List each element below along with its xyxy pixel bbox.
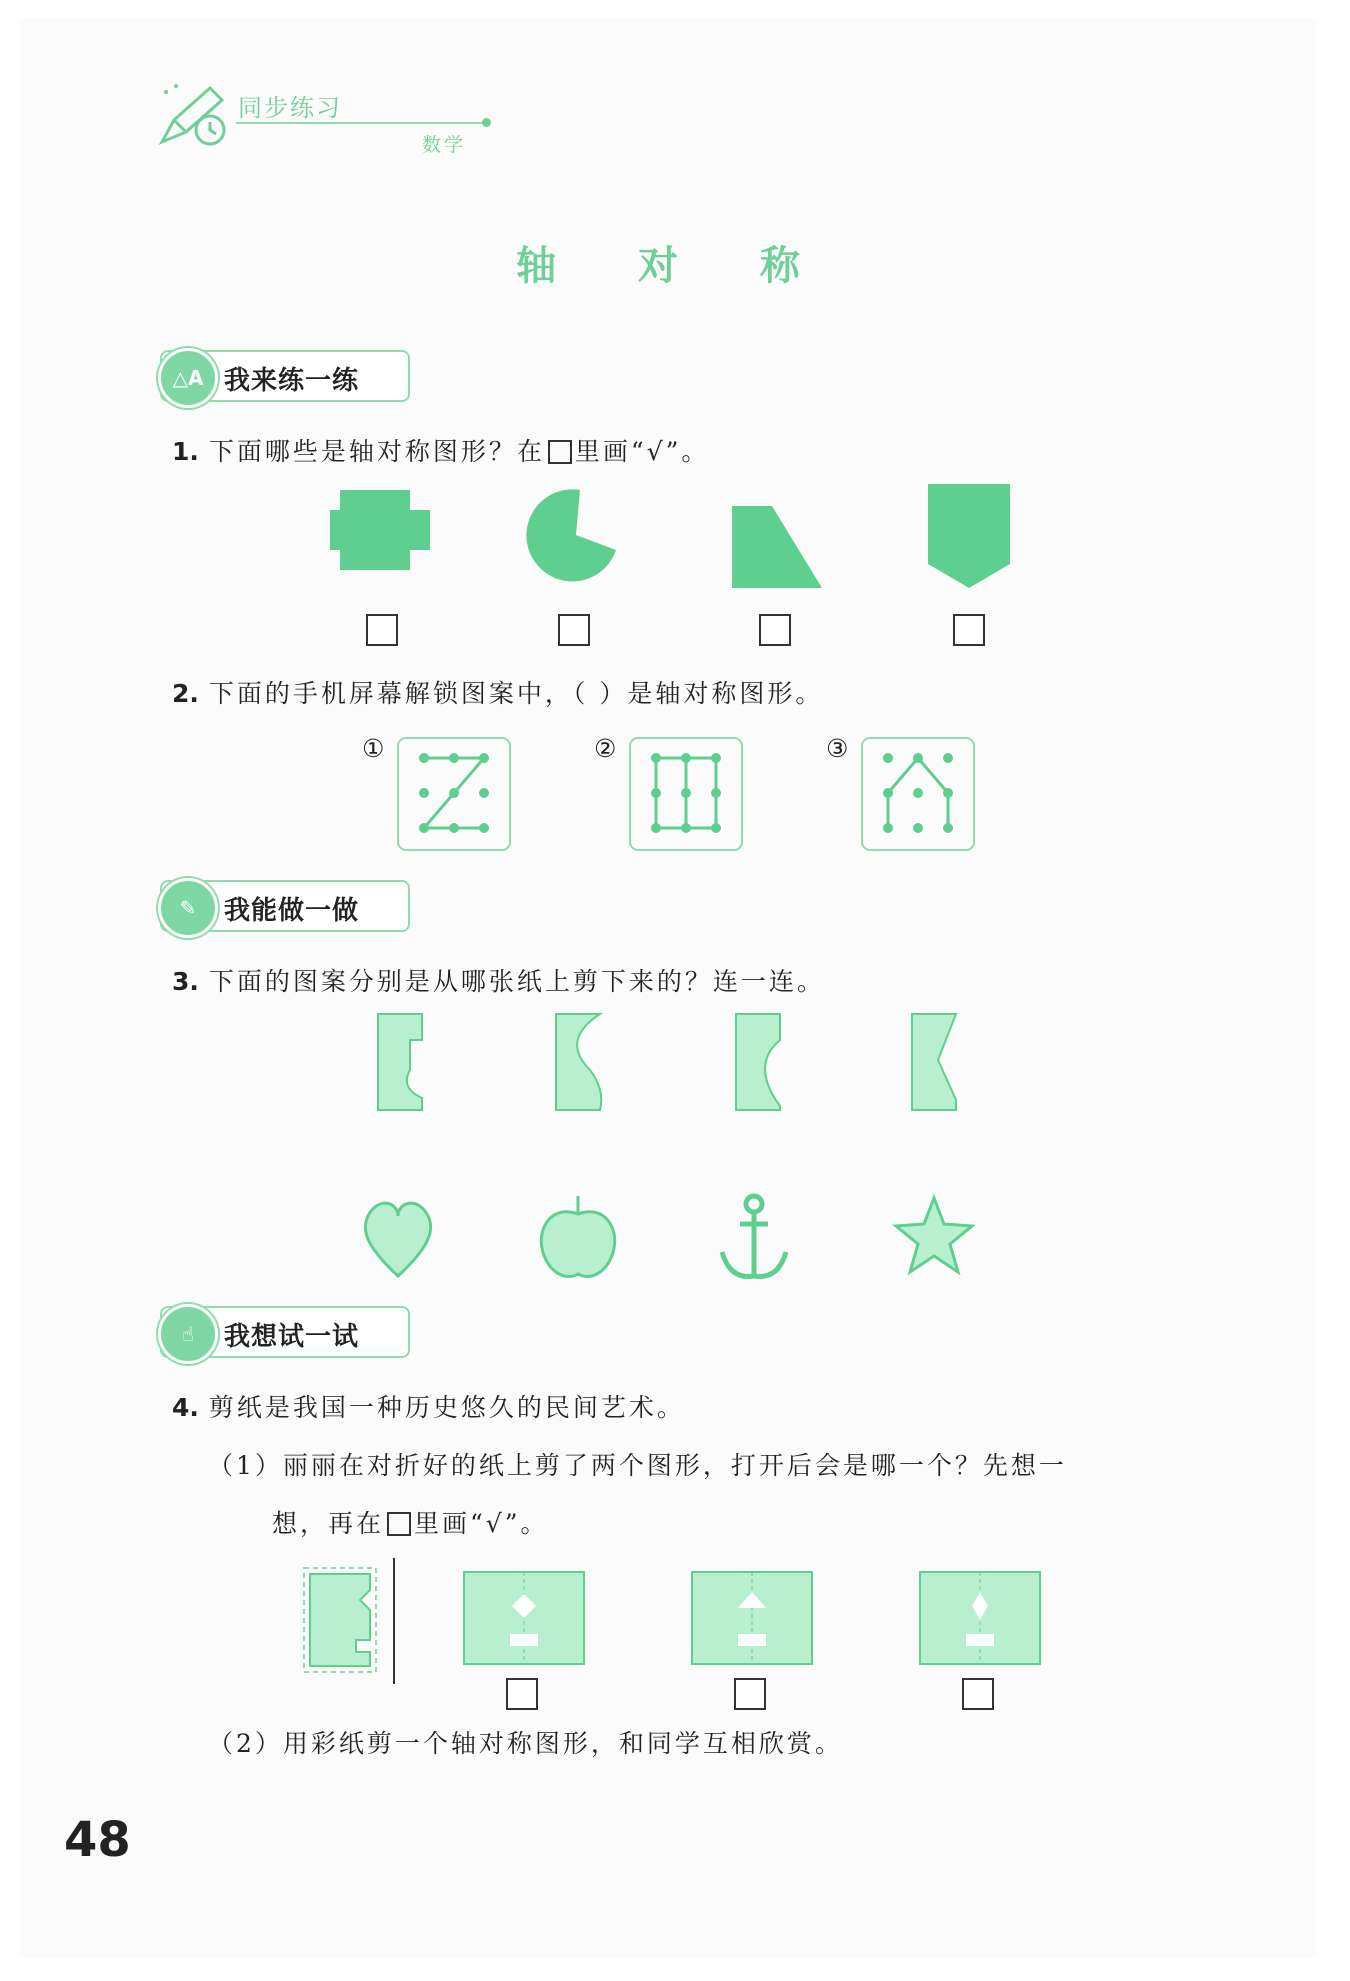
question-4-part-2: （2）用彩纸剪一个轴对称图形，和同学互相欣赏。 — [208, 1729, 843, 1758]
question-4-part-1-cont — [272, 1504, 549, 1540]
option-label-1: ① — [362, 734, 388, 763]
question-1 — [172, 432, 709, 468]
question-text: 下面的图案分别是从哪张纸上剪下来的？连一连。 — [208, 967, 825, 996]
question-number: 3. — [172, 967, 199, 996]
section-tag-try — [160, 1306, 410, 1358]
option-c-paper — [920, 1572, 1040, 1664]
header-dot — [482, 118, 491, 127]
question-text: 下面的手机屏幕解锁图案中，（ ）是轴对称图形。 — [208, 679, 824, 708]
cross-shape — [330, 490, 430, 570]
question-text: 想，再在 — [272, 1509, 385, 1538]
checkbox-q4-a[interactable] — [506, 1678, 538, 1710]
heart-pattern — [365, 1203, 430, 1276]
question-number: 1. — [172, 437, 199, 466]
section-label: 我想试一试 — [224, 1322, 360, 1352]
paper-star-half — [912, 1014, 956, 1110]
star-pattern — [896, 1198, 972, 1272]
paper-anchor-half — [378, 1014, 422, 1110]
checkbox-q1-b[interactable] — [558, 614, 590, 646]
hand-icon: ☝ — [158, 1304, 218, 1364]
section-label: 我能做一做 — [224, 896, 360, 926]
unlock-patterns — [396, 736, 996, 856]
question-text: 里画“√”。 — [574, 437, 710, 466]
header-series: 同步练习 — [238, 94, 342, 122]
checkbox-q1-c[interactable] — [759, 614, 791, 646]
question-number: 2. — [172, 679, 199, 708]
checkbox-q4-c[interactable] — [962, 1678, 994, 1710]
question-text: 剪纸是我国一种历史悠久的民间艺术。 — [208, 1393, 685, 1422]
answer-box-sample — [387, 1512, 411, 1536]
header-divider — [236, 122, 486, 124]
option-a-paper — [464, 1572, 584, 1664]
pac-shape — [526, 489, 616, 581]
question-number: 4. — [172, 1393, 199, 1422]
section-tag-do — [160, 880, 410, 932]
folded-papers — [360, 1010, 1000, 1120]
question-text: 下面哪些是轴对称图形？在 — [208, 437, 545, 466]
apple-pattern — [541, 1196, 615, 1276]
folded-paper — [310, 1574, 370, 1666]
section-tag-practice — [160, 350, 410, 402]
section-label: 我来练一练 — [224, 366, 360, 396]
option-b-paper — [692, 1572, 812, 1664]
checkbox-q1-d[interactable] — [953, 614, 985, 646]
pencil-icon: ✎ — [158, 878, 218, 938]
papercut-options — [300, 1556, 1060, 1686]
pencil-clock-icon — [152, 80, 232, 152]
checkbox-q4-b[interactable] — [734, 1678, 766, 1710]
checkbox-q1-a[interactable] — [366, 614, 398, 646]
answer-box-sample — [548, 440, 572, 464]
option-label-3: ③ — [826, 734, 852, 763]
question-3 — [172, 962, 825, 998]
pentagon-shape — [928, 484, 1010, 588]
anchor-pattern — [722, 1196, 786, 1277]
paper-heart-half — [736, 1014, 780, 1110]
page-title: 轴 对 称 — [516, 242, 834, 289]
question-text: 里画“√”。 — [414, 1509, 549, 1538]
paper-apple-half — [556, 1014, 601, 1110]
page-number: 48 — [64, 1812, 131, 1868]
header-subject: 数学 — [422, 134, 467, 156]
trapezoid-shape — [732, 506, 822, 588]
question-4-part-1: （1）丽丽在对折好的纸上剪了两个图形，打开后会是哪一个？先想一 — [208, 1451, 1067, 1480]
ruler-compass-icon: △A — [158, 348, 218, 408]
cut-patterns — [360, 1190, 1000, 1290]
question-2 — [172, 674, 823, 710]
question-4 — [172, 1388, 685, 1424]
q1-shapes — [320, 480, 1040, 600]
option-label-2: ② — [594, 734, 620, 763]
